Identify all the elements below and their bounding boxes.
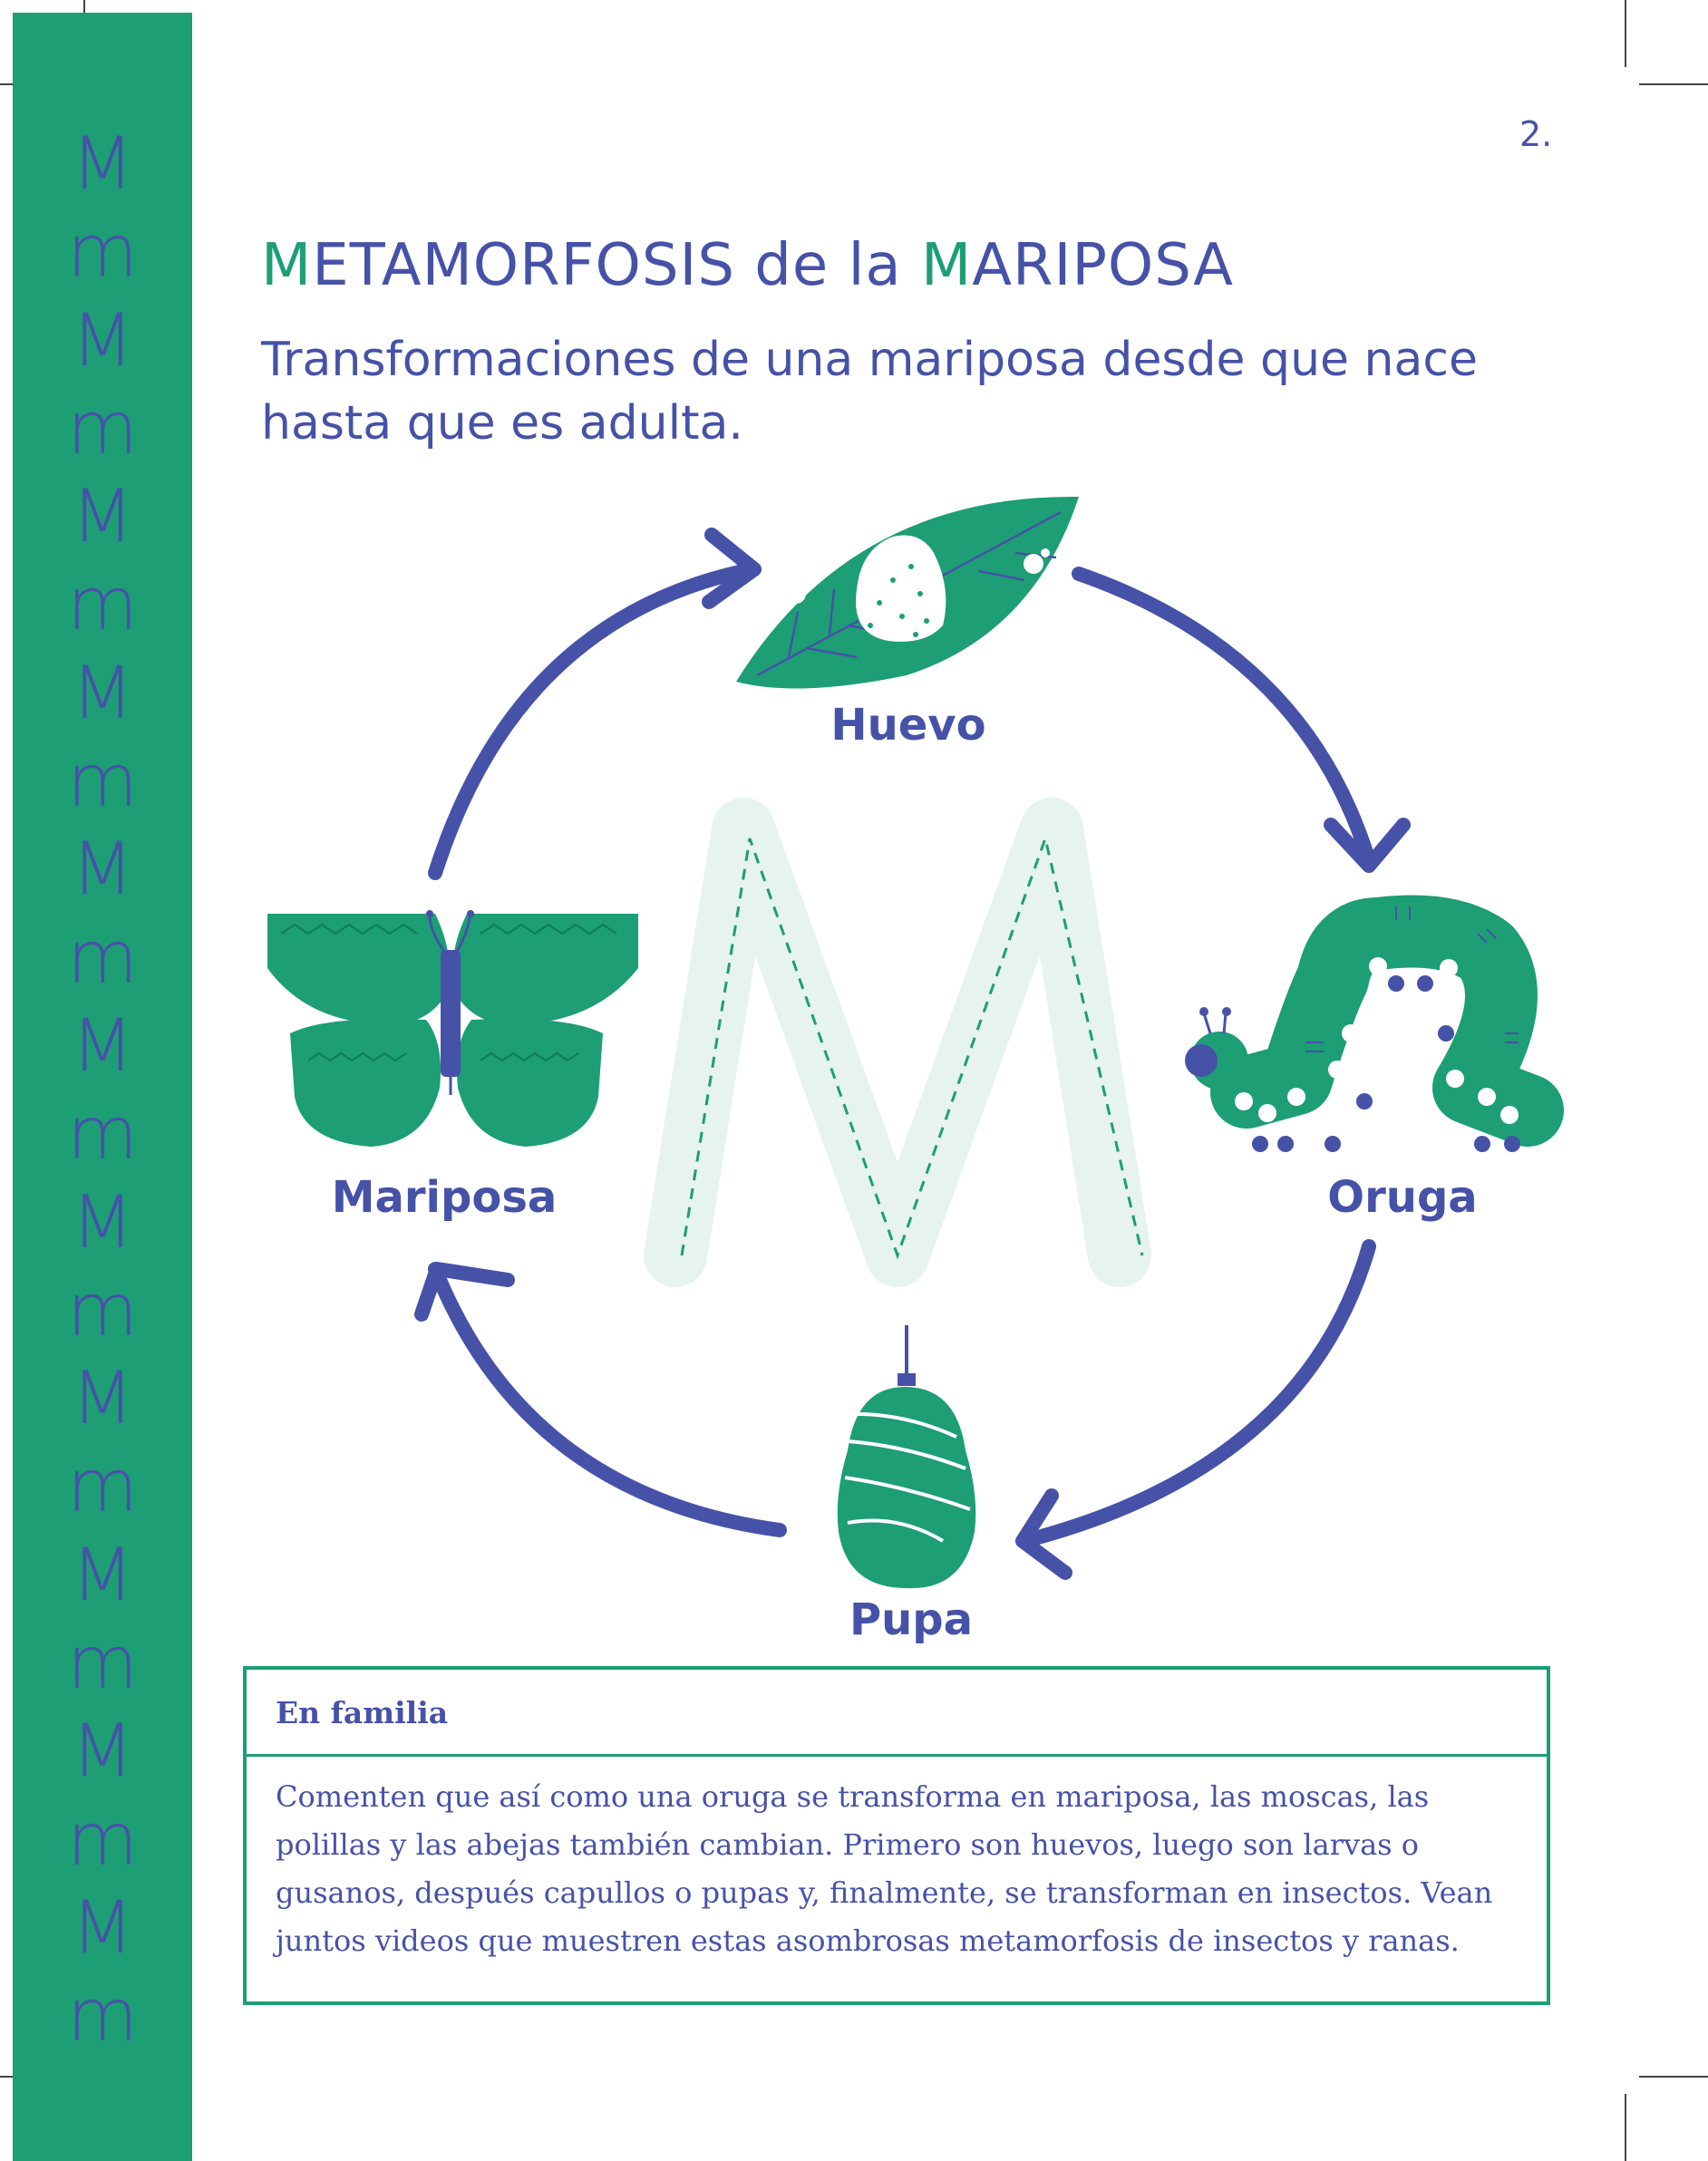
band-letter: m [67, 1267, 138, 1352]
band-letter: M [71, 1709, 134, 1794]
band-letter: m [67, 385, 138, 470]
band-letter: m [67, 739, 138, 824]
page-number: 2. [1519, 114, 1553, 154]
band-letter: m [67, 915, 138, 1000]
title-part: ETAMORFOSIS de la [312, 232, 921, 299]
band-letter: m [67, 1091, 138, 1177]
band-letter: M [71, 827, 134, 912]
band-letter: M [71, 1003, 134, 1088]
label-egg: Huevo [830, 700, 986, 751]
band-letter: m [67, 1973, 138, 2059]
band-letter: m [67, 562, 138, 647]
band-letter: M [71, 1885, 134, 1970]
family-box-text: Comenten que así como una oruga se transforma en mariposa, las moscas, las polillas y las abejas también cambian. Primero son huevos, luego son larvas o gusanos, después capullos o pupas y, finalmente, se transforman en insectos. Vean juntos videos que muestren estas asombrosas metamorfosis de insectos y ranas. [276, 1779, 1493, 1958]
arrow-pupa-to-butterfly [435, 1269, 780, 1530]
label-caterpillar: Oruga [1327, 1172, 1478, 1223]
band-letter: M [71, 1179, 134, 1265]
band-letter: M [71, 474, 134, 559]
label-pupa: Pupa [849, 1594, 974, 1645]
band-letter: m [67, 1444, 138, 1529]
family-box-heading: En familia [247, 1670, 1547, 1757]
letter-m-tracing [675, 829, 1142, 1255]
label-butterfly: Mariposa [331, 1172, 558, 1223]
leaf-egg-illustration [736, 497, 1079, 689]
page-subtitle: Transformaciones de una mariposa desde que nace hasta que es adulta. [261, 333, 1478, 451]
arrowhead-butterfly [422, 1269, 508, 1314]
band-letter: M [71, 297, 134, 383]
title-part: M [261, 232, 313, 299]
band-letter: m [67, 1797, 138, 1882]
band-letter: m [67, 1621, 138, 1706]
family-activity-box [243, 1666, 1550, 2005]
arrow-egg-to-caterpillar [1079, 574, 1369, 861]
title-part: M [920, 232, 973, 299]
pupa-illustration [838, 1325, 976, 1588]
butterfly-illustration [267, 910, 638, 1147]
title-part: ARIPOSA [972, 232, 1234, 299]
arrow-caterpillar-to-pupa [1024, 1246, 1369, 1541]
caterpillar-illustration [1185, 906, 1528, 1152]
band-letter: M [71, 1356, 134, 1441]
band-letter: M [71, 650, 134, 735]
band-letter: M [71, 1532, 134, 1617]
band-letter: m [67, 209, 138, 295]
band-letter: M [71, 121, 134, 206]
arrow-butterfly-to-egg [435, 569, 752, 873]
